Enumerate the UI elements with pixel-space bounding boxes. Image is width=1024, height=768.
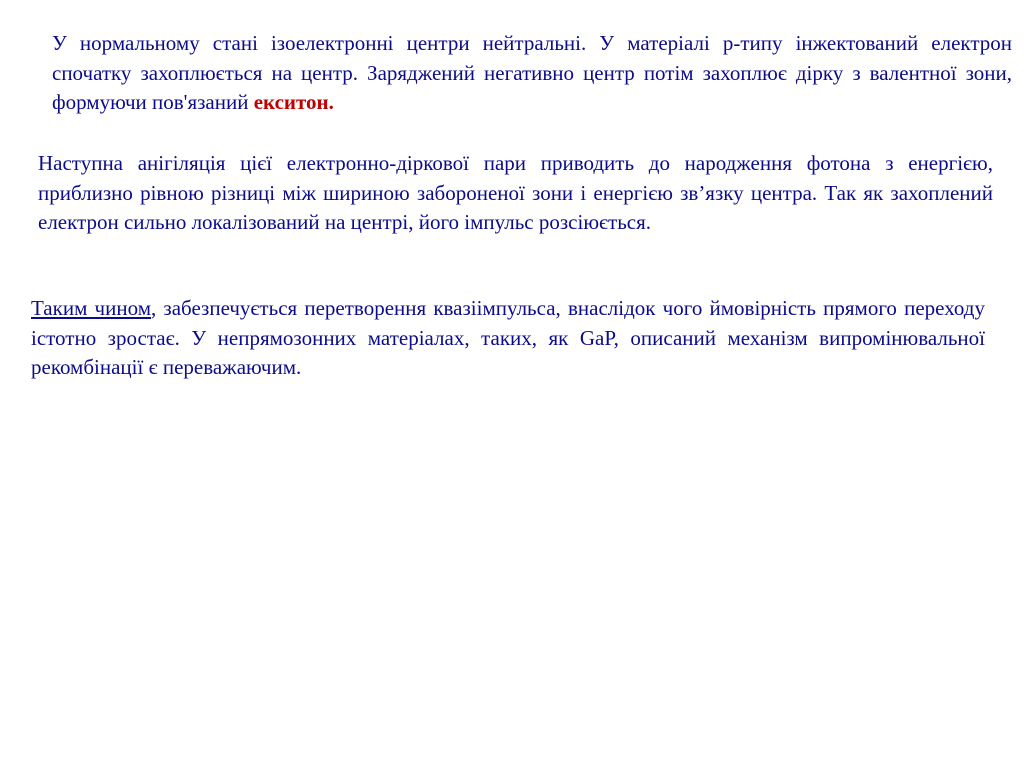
paragraph-conclusion <box>31 294 985 383</box>
paragraph-isoelectronic-centers <box>52 29 1012 118</box>
paragraph-2-text: Наступна анігіляція цієї електронно-діркової пари приводить до народження фотона з енергією, приблизно рівною різниці між шириною забороненої зони і енергією зв’язку центра. Так як захоплений електрон сильно локалізований на центрі, його імпульс розсіюється. <box>38 151 993 234</box>
conclusion-lead-phrase: Таким чином <box>31 296 151 320</box>
exciton-term: екситон. <box>253 90 334 114</box>
paragraph-1-text: У нормальному стані ізоелектронні центри нейтральні. У матеріалі р-типу інжектований електрон спочатку захоплюється на центр. Заряджений негативно центр потім захоплює дірку з валентної зони, формуючи пов'язаний <box>52 31 1012 114</box>
paragraph-3-text: , забезпечується перетворення квазіімпульса, внаслідок чого ймовірність прямого переходу істотно зростає. У непрямозонних матеріалах, таких, як GaP, описаний механізм випромінювальної рекомбінації є переважаючим. <box>31 296 985 379</box>
paragraph-annihilation <box>38 149 993 238</box>
